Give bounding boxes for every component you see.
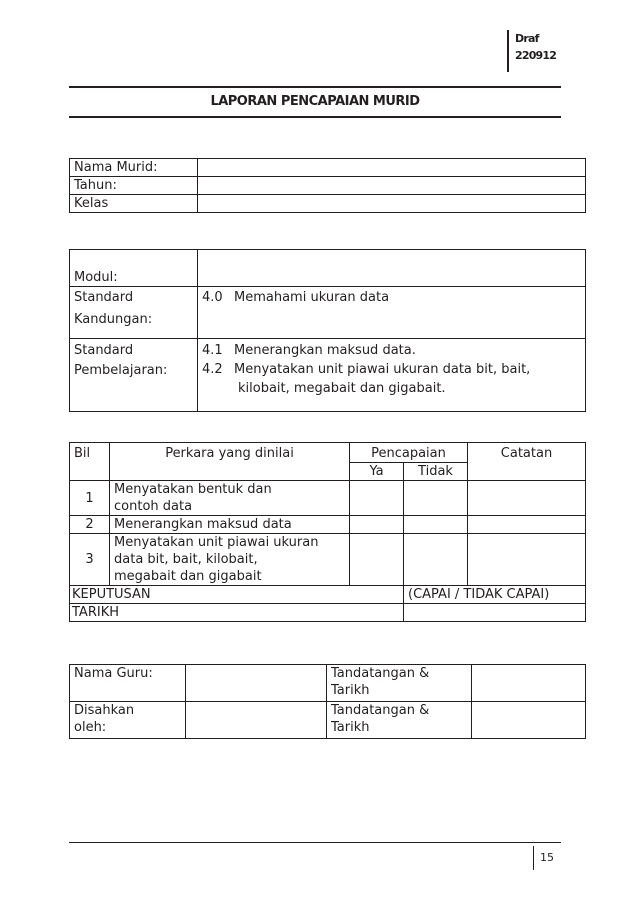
- footer-rule: [69, 842, 561, 843]
- signatures-table: [69, 664, 586, 739]
- content-standard-text: Memahami ukuran data: [234, 290, 390, 305]
- approver-sign-label-line2: Tarikh: [331, 720, 370, 735]
- learning-standard-label: [70, 339, 198, 412]
- title-rule-bottom: [69, 116, 561, 118]
- row-yes-cell[interactable]: [350, 481, 404, 516]
- col-achievement-header: Pencapaian: [350, 443, 468, 463]
- row-item-line: Menyatakan bentuk dan: [114, 482, 272, 497]
- title-rule-top: [69, 86, 561, 88]
- decision-row: [70, 586, 586, 604]
- date-field[interactable]: [404, 604, 586, 622]
- learning-standard-value: [198, 339, 586, 412]
- row-yes-cell[interactable]: [350, 516, 404, 534]
- approval-row: [70, 702, 586, 739]
- student-name-label: Nama Murid:: [70, 159, 198, 177]
- approved-label-line1: Disahkan: [74, 703, 135, 718]
- learning-standard-item: [202, 341, 581, 360]
- page-number: 15: [533, 846, 554, 870]
- row-item-line: megabait dan gigabait: [114, 569, 262, 584]
- student-class-row: [70, 195, 586, 213]
- page-title: LAPORAN PENCAPAIAN MURID: [210, 94, 420, 109]
- approved-label: [70, 702, 186, 739]
- student-name-field[interactable]: [198, 159, 586, 177]
- student-name-row: [70, 159, 586, 177]
- col-item-header: Perkara yang dinilai: [110, 443, 350, 481]
- approver-sign-field[interactable]: [472, 702, 586, 739]
- teacher-sign-field[interactable]: [472, 665, 586, 702]
- learning-standard-label-line1: Standard: [74, 343, 134, 358]
- draft-label: Draf: [515, 32, 539, 45]
- content-standard-label: [70, 287, 198, 339]
- student-year-field[interactable]: [198, 177, 586, 195]
- teacher-sign-label-line2: Tarikh: [331, 683, 370, 698]
- row-no-cell[interactable]: [404, 534, 468, 586]
- teacher-sign-label-line1: Tandatangan &: [331, 666, 430, 681]
- learning-standard-text: Menyatakan unit piawai ukuran data bit, bait,: [234, 362, 531, 377]
- content-standard-label-line2: Kandungan:: [74, 312, 153, 327]
- col-no-header: Tidak: [404, 463, 468, 481]
- decision-value[interactable]: (CAPAI / TIDAK CAPAI): [404, 586, 586, 604]
- assessment-row: [70, 516, 586, 534]
- row-notes-cell[interactable]: [468, 481, 586, 516]
- date-label: TARIKH: [70, 604, 404, 622]
- teacher-name-field[interactable]: [186, 665, 327, 702]
- approver-name-field[interactable]: [186, 702, 327, 739]
- learning-standard-label-line2: Pembelajaran:: [74, 363, 168, 378]
- row-item: [110, 481, 350, 516]
- row-no-cell[interactable]: [404, 516, 468, 534]
- module-label: Modul:: [70, 250, 198, 287]
- row-bil: 1: [70, 481, 110, 516]
- row-notes-cell[interactable]: [468, 534, 586, 586]
- assessment-row: [70, 481, 586, 516]
- learning-standard-row: [70, 339, 586, 412]
- row-item-line: Menyatakan unit piawai ukuran: [114, 535, 319, 550]
- approved-label-line2: oleh:: [74, 720, 107, 735]
- student-class-field[interactable]: [198, 195, 586, 213]
- row-item-line: contoh data: [114, 499, 193, 514]
- learning-standard-number: 4.2: [202, 362, 223, 377]
- teacher-label: Nama Guru:: [70, 665, 186, 702]
- learning-standard-text: Menerangkan maksud data.: [234, 343, 416, 358]
- col-yes-header: Ya: [350, 463, 404, 481]
- learning-standard-item-continuation: kilobait, megabait dan gigabait.: [238, 381, 446, 396]
- row-item-line: data bit, bait, kilobait,: [114, 552, 258, 567]
- teacher-sign-label: [327, 665, 472, 702]
- decision-label: KEPUTUSAN: [70, 586, 404, 604]
- row-item: [110, 516, 350, 534]
- row-bil: 3: [70, 534, 110, 586]
- row-bil: 2: [70, 516, 110, 534]
- content-standard-label-line1: Standard: [74, 290, 134, 305]
- student-info-table: [69, 158, 586, 213]
- student-class-label: Kelas: [70, 195, 198, 213]
- learning-standard-number: 4.1: [202, 343, 223, 358]
- module-table: [69, 249, 586, 412]
- col-bil-header: Bil: [70, 443, 110, 481]
- row-item-line: Menerangkan maksud data: [114, 517, 292, 532]
- row-notes-cell[interactable]: [468, 516, 586, 534]
- teacher-row: [70, 665, 586, 702]
- draft-date: 220912: [515, 49, 557, 62]
- assessment-table: [69, 442, 586, 622]
- module-row: [70, 250, 586, 287]
- module-field[interactable]: [198, 250, 586, 287]
- student-year-label: Tahun:: [70, 177, 198, 195]
- col-notes-header: Catatan: [468, 443, 586, 481]
- content-standard-value: [198, 287, 586, 339]
- row-yes-cell[interactable]: [350, 534, 404, 586]
- content-standard-row: [70, 287, 586, 339]
- approver-sign-label-line1: Tandatangan &: [331, 703, 430, 718]
- draft-stamp: [507, 30, 556, 72]
- row-item: [110, 534, 350, 586]
- row-no-cell[interactable]: [404, 481, 468, 516]
- assessment-header-row: [70, 443, 586, 463]
- content-standard-number: 4.0: [202, 290, 223, 305]
- learning-standard-item: [202, 360, 581, 379]
- approver-sign-label: [327, 702, 472, 739]
- date-row: [70, 604, 586, 622]
- assessment-row: [70, 534, 586, 586]
- student-year-row: [70, 177, 586, 195]
